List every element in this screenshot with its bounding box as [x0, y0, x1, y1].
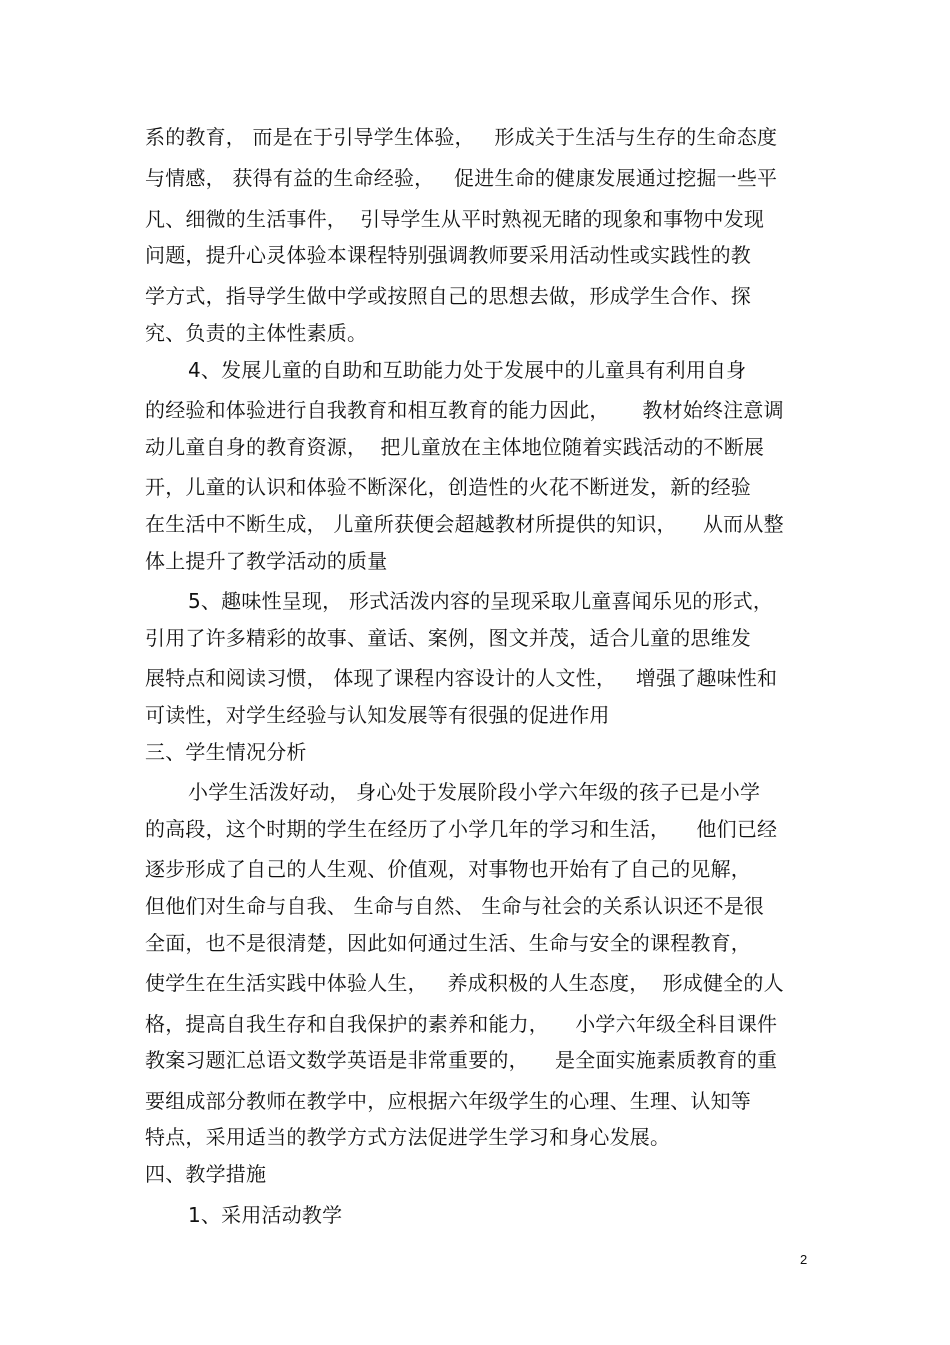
subsection-heading: 1、采用活动教学	[188, 1203, 343, 1227]
text-line: 体上提升了教学活动的质量	[145, 549, 388, 573]
text-line: 的高段，这个时期的学生在经历了小学几年的学习和生活， 他们已经	[145, 817, 778, 841]
text-line: 教案习题汇总语文数学英语是非常重要的， 是全面实施素质教育的重	[145, 1048, 778, 1072]
text-line: 动儿童自身的教育资源， 把儿童放在主体地位随着实践活动的不断展	[145, 435, 765, 459]
text-line: 使学生在生活实践中体验人生， 养成积极的人生态度， 形成健全的人	[145, 971, 784, 995]
text-line: 凡、细微的生活事件， 引导学生从平时熟视无睹的现象和事物中发现	[145, 207, 765, 231]
text-line: 开，儿童的认识和体验不断深化，创造性的火花不断迸发，新的经验	[145, 475, 751, 499]
paragraph-start-line: 4、发展儿童的自助和互助能力处于发展中的儿童具有利用自身	[188, 358, 747, 382]
section-heading: 三、学生情况分析	[145, 740, 307, 764]
text-line: 学方式，指导学生做中学或按照自己的思想去做，形成学生合作、探	[145, 284, 751, 308]
text-line: 引用了许多精彩的故事、童话、案例，图文并茂，适合儿童的思维发	[145, 626, 751, 650]
text-line: 可读性，对学生经验与认知发展等有很强的促进作用	[145, 703, 610, 727]
text-line: 展特点和阅读习惯， 体现了课程内容设计的人文性， 增强了趣味性和	[145, 666, 778, 690]
text-line: 特点，采用适当的教学方式方法促进学生学习和身心发展。	[145, 1125, 671, 1149]
text-line: 问题，提升心灵体验本课程特别强调教师要采用活动性或实践性的教	[145, 243, 751, 267]
text-line: 与情感， 获得有益的生命经验， 促进生命的健康发展通过挖掘一些平	[145, 166, 778, 190]
text-line: 全面，也不是很清楚，因此如何通过生活、生命与安全的课程教育，	[145, 931, 751, 955]
paragraph-start-line: 5、趣味性呈现， 形式活泼内容的呈现采取儿童喜闻乐见的形式，	[188, 589, 774, 613]
text-line: 究、负责的主体性素质。	[145, 321, 368, 345]
text-line: 格，提高自我生存和自我保护的素养和能力， 小学六年级全科目课件	[145, 1012, 778, 1036]
text-line: 的经验和体验进行自我教育和相互教育的能力因此， 教材始终注意调	[145, 398, 784, 422]
paragraph-start-line: 小学生活泼好动， 身心处于发展阶段小学六年级的孩子已是小学	[188, 780, 761, 804]
text-line: 要组成部分教师在教学中，应根据六年级学生的心理、生理、认知等	[145, 1089, 751, 1113]
text-line: 逐步形成了自己的人生观、价值观，对事物也开始有了自己的见解，	[145, 857, 751, 881]
section-heading: 四、教学措施	[145, 1162, 267, 1186]
text-line: 系的教育， 而是在于引导学生体验， 形成关于生活与生存的生命态度	[145, 125, 778, 149]
page-number: 2	[800, 1252, 808, 1267]
text-line: 但他们对生命与自我、 生命与自然、 生命与社会的关系认识还不是很	[145, 894, 765, 918]
text-line: 在生活中不断生成， 儿童所获便会超越教材所提供的知识， 从而从整	[145, 512, 784, 536]
